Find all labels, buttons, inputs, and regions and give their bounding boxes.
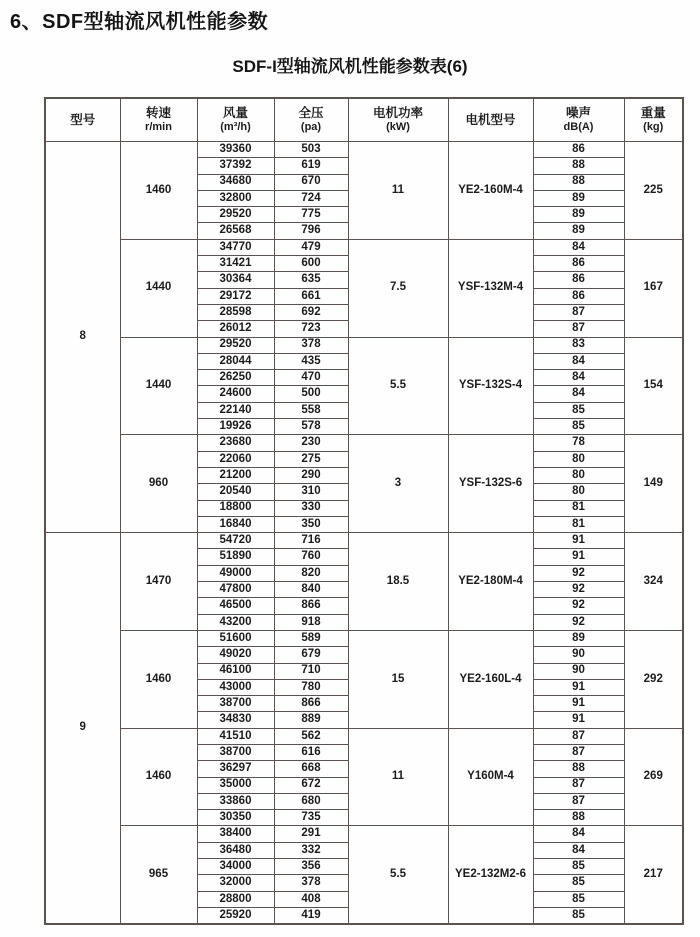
flow-cell: 31421 [197,256,274,272]
flow-cell: 30350 [197,810,274,826]
column-header-pressure [274,98,348,142]
noise-cell: 84 [533,386,624,402]
motor-cell: Y160M-4 [448,728,533,826]
table-header-row [45,98,683,142]
flow-cell: 25920 [197,907,274,924]
data-row [45,435,683,451]
flow-cell: 32000 [197,875,274,891]
noise-cell: 88 [533,761,624,777]
speed-cell: 1460 [120,728,197,826]
pressure-cell: 435 [274,353,348,369]
pressure-cell: 724 [274,190,348,206]
data-row [45,239,683,255]
flow-cell: 39360 [197,142,274,158]
noise-cell: 85 [533,859,624,875]
noise-cell: 84 [533,826,624,842]
column-header-label: 噪声 [565,105,591,120]
column-header-label: 转速 [145,105,171,120]
flow-cell: 38700 [197,744,274,760]
speed-cell: 1440 [120,337,197,435]
flow-cell: 43200 [197,614,274,630]
data-row [45,533,683,549]
flow-cell: 36480 [197,842,274,858]
pressure-cell: 558 [274,402,348,418]
weight-cell: 149 [624,435,683,533]
column-header-model [45,98,120,142]
model-cell: 9 [45,533,120,925]
motor-cell: YSF-132S-4 [448,337,533,435]
pressure-cell: 589 [274,630,348,646]
flow-cell: 32800 [197,190,274,206]
pressure-cell: 889 [274,712,348,728]
flow-cell: 26012 [197,321,274,337]
page-title: 6、SDF型轴流风机性能参数 [10,11,269,33]
noise-cell: 91 [533,712,624,728]
pressure-cell: 378 [274,337,348,353]
header-row [45,98,683,142]
pressure-cell: 723 [274,321,348,337]
data-row [45,728,683,744]
pressure-cell: 419 [274,907,348,924]
column-header-power [348,98,448,142]
speed-cell: 965 [120,826,197,924]
power-cell: 3 [348,435,448,533]
noise-cell: 85 [533,402,624,418]
flow-cell: 51600 [197,630,274,646]
flow-cell: 34680 [197,174,274,190]
noise-cell: 91 [533,549,624,565]
flow-cell: 34830 [197,712,274,728]
noise-cell: 84 [533,370,624,386]
noise-cell: 90 [533,647,624,663]
noise-cell: 85 [533,907,624,924]
noise-cell: 81 [533,500,624,516]
pressure-cell: 408 [274,891,348,907]
table-title: SDF-I型轴流风机性能参数表(6) [232,57,468,76]
pressure-cell: 616 [274,744,348,760]
flow-cell: 38400 [197,826,274,842]
column-header-unit: (kg) [643,120,664,133]
weight-cell: 269 [624,728,683,826]
power-cell: 15 [348,630,448,728]
motor-cell: YE2-132M2-6 [448,826,533,924]
column-header-label: 电机型号 [465,112,516,127]
pressure-cell: 600 [274,256,348,272]
flow-cell: 29172 [197,288,274,304]
flow-cell: 35000 [197,777,274,793]
pressure-cell: 780 [274,679,348,695]
noise-cell: 91 [533,696,624,712]
flow-cell: 37392 [197,158,274,174]
noise-cell: 87 [533,728,624,744]
weight-cell: 154 [624,337,683,435]
noise-cell: 86 [533,288,624,304]
pressure-cell: 679 [274,647,348,663]
pressure-cell: 635 [274,272,348,288]
pressure-cell: 378 [274,875,348,891]
noise-cell: 83 [533,337,624,353]
flow-cell: 46100 [197,663,274,679]
flow-cell: 28800 [197,891,274,907]
weight-cell: 167 [624,239,683,337]
power-cell: 11 [348,728,448,826]
power-cell: 18.5 [348,533,448,631]
noise-cell: 92 [533,565,624,581]
pressure-cell: 562 [274,728,348,744]
noise-cell: 88 [533,810,624,826]
flow-cell: 23680 [197,435,274,451]
flow-cell: 46500 [197,598,274,614]
flow-cell: 34000 [197,859,274,875]
power-cell: 7.5 [348,239,448,337]
motor-cell: YE2-160L-4 [448,630,533,728]
noise-cell: 89 [533,223,624,239]
noise-cell: 87 [533,321,624,337]
noise-cell: 87 [533,793,624,809]
noise-cell: 86 [533,142,624,158]
noise-cell: 87 [533,777,624,793]
weight-cell: 225 [624,142,683,240]
pressure-cell: 670 [274,174,348,190]
pressure-cell: 775 [274,207,348,223]
noise-cell: 85 [533,419,624,435]
flow-cell: 22140 [197,402,274,418]
pressure-cell: 330 [274,500,348,516]
noise-cell: 81 [533,516,624,532]
pressure-cell: 500 [274,386,348,402]
flow-cell: 36297 [197,761,274,777]
pressure-cell: 866 [274,696,348,712]
noise-cell: 84 [533,842,624,858]
motor-cell: YE2-160M-4 [448,142,533,240]
noise-cell: 86 [533,272,624,288]
noise-cell: 84 [533,239,624,255]
noise-cell: 91 [533,679,624,695]
pressure-cell: 275 [274,451,348,467]
pressure-cell: 710 [274,663,348,679]
flow-cell: 54720 [197,533,274,549]
motor-cell: YSF-132M-4 [448,239,533,337]
pressure-cell: 918 [274,614,348,630]
power-cell: 5.5 [348,337,448,435]
flow-cell: 43000 [197,679,274,695]
noise-cell: 87 [533,744,624,760]
column-header-label: 电机功率 [372,105,423,120]
noise-cell: 88 [533,158,624,174]
pressure-cell: 735 [274,810,348,826]
noise-cell: 87 [533,304,624,320]
column-header-speed [120,98,197,142]
speed-cell: 1460 [120,142,197,240]
flow-cell: 47800 [197,582,274,598]
power-cell: 11 [348,142,448,240]
flow-cell: 26568 [197,223,274,239]
flow-cell: 24600 [197,386,274,402]
pressure-cell: 479 [274,239,348,255]
pressure-cell: 332 [274,842,348,858]
pressure-cell: 668 [274,761,348,777]
pressure-cell: 796 [274,223,348,239]
pressure-cell: 672 [274,777,348,793]
pressure-cell: 692 [274,304,348,320]
flow-cell: 20540 [197,484,274,500]
column-header-label: 重量 [640,105,666,120]
data-row [45,142,683,158]
table-body [45,142,683,925]
column-header-unit: (m³/h) [220,120,251,133]
column-header-flow [197,98,274,142]
noise-cell: 92 [533,614,624,630]
column-header-motor [448,98,533,142]
pressure-cell: 866 [274,598,348,614]
data-row [45,630,683,646]
noise-cell: 86 [533,256,624,272]
pressure-cell: 310 [274,484,348,500]
pressure-cell: 661 [274,288,348,304]
flow-cell: 49000 [197,565,274,581]
noise-cell: 88 [533,174,624,190]
pressure-cell: 503 [274,142,348,158]
flow-cell: 33860 [197,793,274,809]
pressure-cell: 840 [274,582,348,598]
flow-cell: 41510 [197,728,274,744]
weight-cell: 292 [624,630,683,728]
noise-cell: 80 [533,451,624,467]
data-row [45,337,683,353]
flow-cell: 38700 [197,696,274,712]
weight-cell: 324 [624,533,683,631]
pressure-cell: 356 [274,859,348,875]
noise-cell: 89 [533,207,624,223]
pressure-cell: 820 [274,565,348,581]
noise-cell: 89 [533,190,624,206]
column-header-unit: r/min [145,120,172,133]
noise-cell: 85 [533,891,624,907]
pressure-cell: 716 [274,533,348,549]
noise-cell: 84 [533,353,624,369]
model-cell: 8 [45,142,120,533]
noise-cell: 92 [533,598,624,614]
column-header-noise [533,98,624,142]
pressure-cell: 290 [274,467,348,483]
flow-cell: 34770 [197,239,274,255]
column-header-label: 型号 [70,112,96,127]
noise-cell: 91 [533,533,624,549]
pressure-cell: 578 [274,419,348,435]
pressure-cell: 350 [274,516,348,532]
flow-cell: 16840 [197,516,274,532]
noise-cell: 89 [533,630,624,646]
power-cell: 5.5 [348,826,448,924]
pressure-cell: 619 [274,158,348,174]
column-header-unit: dB(A) [563,120,594,133]
flow-cell: 30364 [197,272,274,288]
speed-cell: 1460 [120,630,197,728]
column-header-unit: (pa) [300,120,322,133]
flow-cell: 18800 [197,500,274,516]
noise-cell: 85 [533,875,624,891]
column-header-label: 风量 [222,105,248,120]
motor-cell: YE2-180M-4 [448,533,533,631]
noise-cell: 90 [533,663,624,679]
noise-cell: 80 [533,484,624,500]
flow-cell: 28044 [197,353,274,369]
data-row [45,826,683,842]
pressure-cell: 680 [274,793,348,809]
fan-performance-table [44,97,684,925]
speed-cell: 960 [120,435,197,533]
motor-cell: YSF-132S-6 [448,435,533,533]
pressure-cell: 230 [274,435,348,451]
flow-cell: 49020 [197,647,274,663]
noise-cell: 92 [533,582,624,598]
flow-cell: 26250 [197,370,274,386]
column-header-unit: (kW) [386,120,410,133]
flow-cell: 51890 [197,549,274,565]
flow-cell: 21200 [197,467,274,483]
speed-cell: 1470 [120,533,197,631]
flow-cell: 19926 [197,419,274,435]
column-header-label: 全压 [298,105,324,120]
noise-cell: 78 [533,435,624,451]
column-header-weight [624,98,683,142]
flow-cell: 29520 [197,207,274,223]
weight-cell: 217 [624,826,683,924]
speed-cell: 1440 [120,239,197,337]
flow-cell: 28598 [197,304,274,320]
flow-cell: 22060 [197,451,274,467]
pressure-cell: 291 [274,826,348,842]
pressure-cell: 470 [274,370,348,386]
pressure-cell: 760 [274,549,348,565]
flow-cell: 29520 [197,337,274,353]
noise-cell: 80 [533,467,624,483]
